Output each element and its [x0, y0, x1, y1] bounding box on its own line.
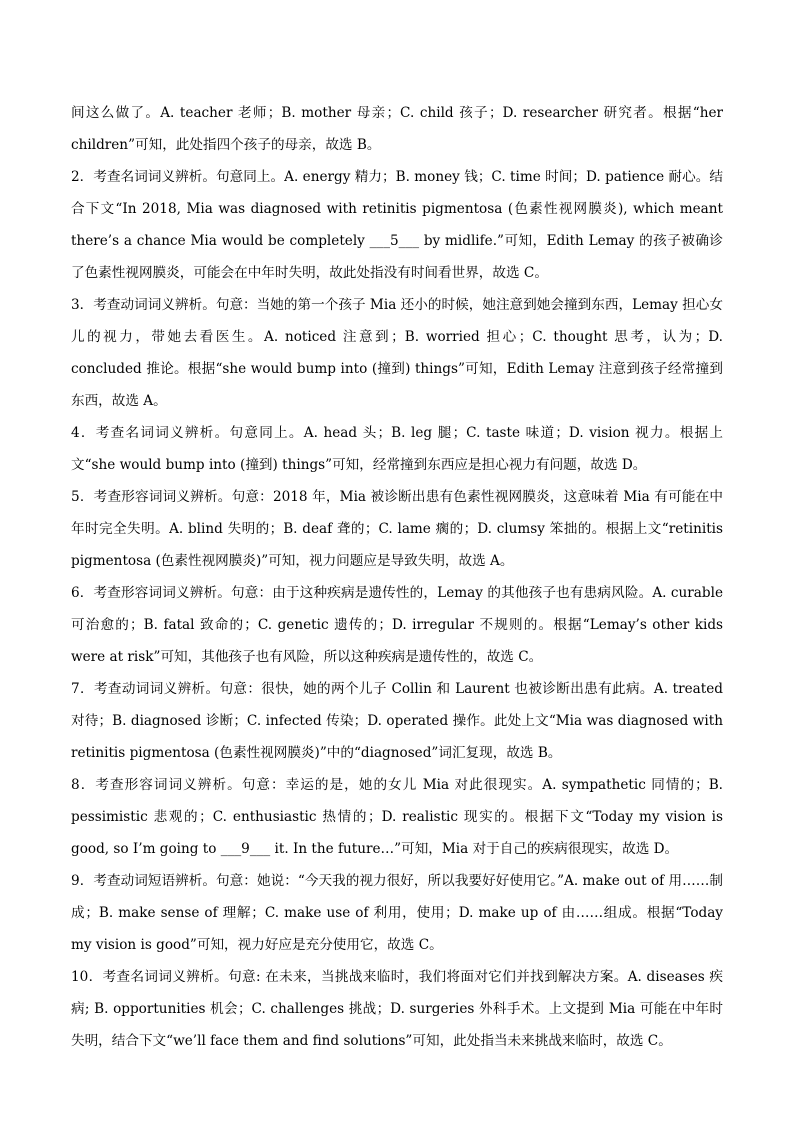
explanation-item-6: [71, 577, 723, 673]
item-number: 6．: [71, 585, 94, 601]
item-number: 3．: [71, 297, 94, 313]
explanation-item-8: [71, 769, 723, 865]
item-number: 2．: [71, 169, 94, 185]
explanation-text: 考查名词词义辨析。句意同上。A. energy 精力；B. money 钱；C. time 时间；D. patience 耐心。结合下文“In 2018, Mia was diagnosed with retinitis pigmentosa (色素性视网膜炎), which meant there’s a chance Mia would be completely ___5___ by midlife.”可知，Edith Lemay 的孩子被确诊了色素性视网膜炎，可能会在中年时失明，故此处指没有时间看世界，故选 C。: [71, 169, 723, 281]
item-number: 7．: [71, 681, 94, 697]
explanation-item-3: [71, 289, 723, 417]
explanation-text: 考查形容词词义辨析。句意：由于这种疾病是遗传性的，Lemay 的其他孩子也有患病风险。A. curable 可治愈的；B. fatal 致命的；C. genetic 遗传的；D. irregular 不规则的。根据“Lemay’s other kids were at risk”可知，其他孩子也有风险，所以这种疾病是遗传性的，故选 C。: [71, 585, 723, 665]
explanation-text: 考查形容词词义辨析。句意：2018 年，Mia 被诊断出患有色素性视网膜炎，这意味着 Mia 有可能在中年时完全失明。A. blind 失明的；B. deaf 聋的；C. lame 瘸的；D. clumsy 笨拙的。根据上文“retinitis pigmentosa (色素性视网膜炎)”可知，视力问题应是导致失明，故选 A。: [71, 489, 724, 569]
item-number: 8．: [71, 777, 96, 793]
explanation-item-2: [71, 161, 723, 289]
item-number: 9．: [71, 873, 94, 889]
explanation-text: 考查动词词义辨析。句意：当她的第一个孩子 Mia 还小的时候，她注意到她会撞到东西，Lemay 担心女儿的视力，带她去看医生。A. noticed 注意到；B. worried 担心；C. thought 思考，认为；D. concluded 推论。根据“she would bump into (撞到) things”可知，Edith Lemay 注意到孩子经常撞到东西，故选 A。: [71, 297, 724, 409]
explanation-text: 考查形容词词义辨析。句意：幸运的是，她的女儿 Mia 对此很现实。A. sympathetic 同情的；B. pessimistic 悲观的；C. enthusiastic 热情的；D. realistic 现实的。根据下文“Today my vision is good, so I’m going to ___9___ it. In the future…”可知，Mia 对于自己的疾病很现实，故选 D。: [71, 777, 724, 857]
answer-explanations: [71, 97, 723, 1057]
explanation-text: 间这么做了。A. teacher 老师；B. mother 母亲；C. child 孩子；D. researcher 研究者。根据“her children”可知，此处指四个孩子的母亲，故选 B。: [71, 105, 723, 153]
explanation-text: 考查名词词义辨析。句意同上。A. head 头；B. leg 腿；C. taste 味道；D. vision 视力。根据上文“she would bump into (撞到) things”可知，经常撞到东西应是担心视力有问题，故选 D。: [71, 425, 724, 473]
explanation-item-7: [71, 673, 723, 769]
explanation-text: 考查动词短语辨析。句意：她说：“今天我的视力很好，所以我要好好使用它。”A. make out of 用……制成；B. make sense of 理解；C. make use of 利用，使用；D. make up of 由……组成。根据“Today my vision is good”可知，视力好应是充分使用它，故选 C。: [71, 873, 723, 953]
explanation-text: 考查名词词义辨析。句意: 在未来，当挑战来临时，我们将面对它们并找到解决方案。A. diseases 疾病; B. opportunities 机会；C. challenges 挑战；D. surgeries 外科手术。上文提到 Mia 可能在中年时失明，结合下文“we’ll face them and find solutions”可知，此处指当未来挑战来临时，故选 C。: [71, 969, 723, 1049]
explanation-text: 考查动词词义辨析。句意：很快，她的两个儿子 Collin 和 Laurent 也被诊断出患有此病。A. treated 对待；B. diagnosed 诊断；C. infected 传染；D. operated 操作。此处上文“Mia was diagnosed with retinitis pigmentosa (色素性视网膜炎)”中的“diagnosed”词汇复现，故选 B。: [71, 681, 723, 761]
explanation-item-4: [71, 417, 723, 481]
item-number: 5．: [71, 489, 94, 505]
explanation-continued: [71, 97, 723, 161]
explanation-item-5: [71, 481, 723, 577]
explanation-item-9: [71, 865, 723, 961]
item-number: 4．: [71, 425, 96, 441]
item-number: 10．: [71, 969, 103, 985]
explanation-item-10: [71, 961, 723, 1057]
